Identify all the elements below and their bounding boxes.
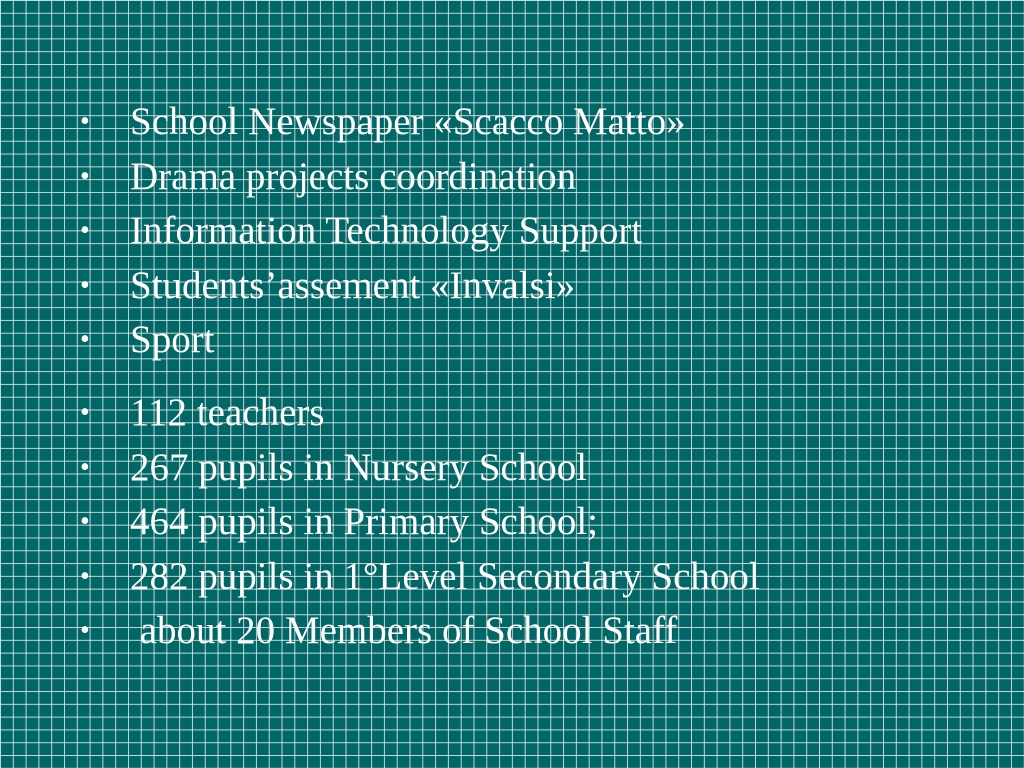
activity-it-support: Information Technology Support (130, 209, 643, 252)
stat-primary: 464 pupils in Primary School; (130, 500, 598, 543)
bullet-icon: • (80, 397, 90, 428)
activity-sport: Sport (130, 318, 215, 361)
bullet-icon: • (80, 560, 90, 592)
activity-drama: Drama projects coordination (130, 154, 577, 198)
bullet-icon: • (80, 506, 90, 537)
bullet-icon: • (80, 615, 90, 646)
bullet-icon: • (80, 269, 90, 301)
stat-teachers: 112 teachers (130, 391, 325, 434)
activity-invalsi: Students’assement «Invalsi» (130, 263, 576, 307)
stat-staff: about 20 Members of School Staff (130, 609, 678, 652)
bullet-icon: • (80, 451, 90, 483)
bullet-icon: • (80, 160, 90, 192)
bullet-icon: • (80, 324, 90, 355)
bullet-icon: • (80, 215, 90, 246)
stat-secondary: 282 pupils in 1°Level Secondary School (130, 554, 760, 598)
activity-newspaper: School Newspaper «Scacco Matto» (130, 100, 686, 143)
bullet-icon: • (80, 106, 90, 137)
stat-nursery: 267 pupils in Nursery School (130, 445, 588, 489)
